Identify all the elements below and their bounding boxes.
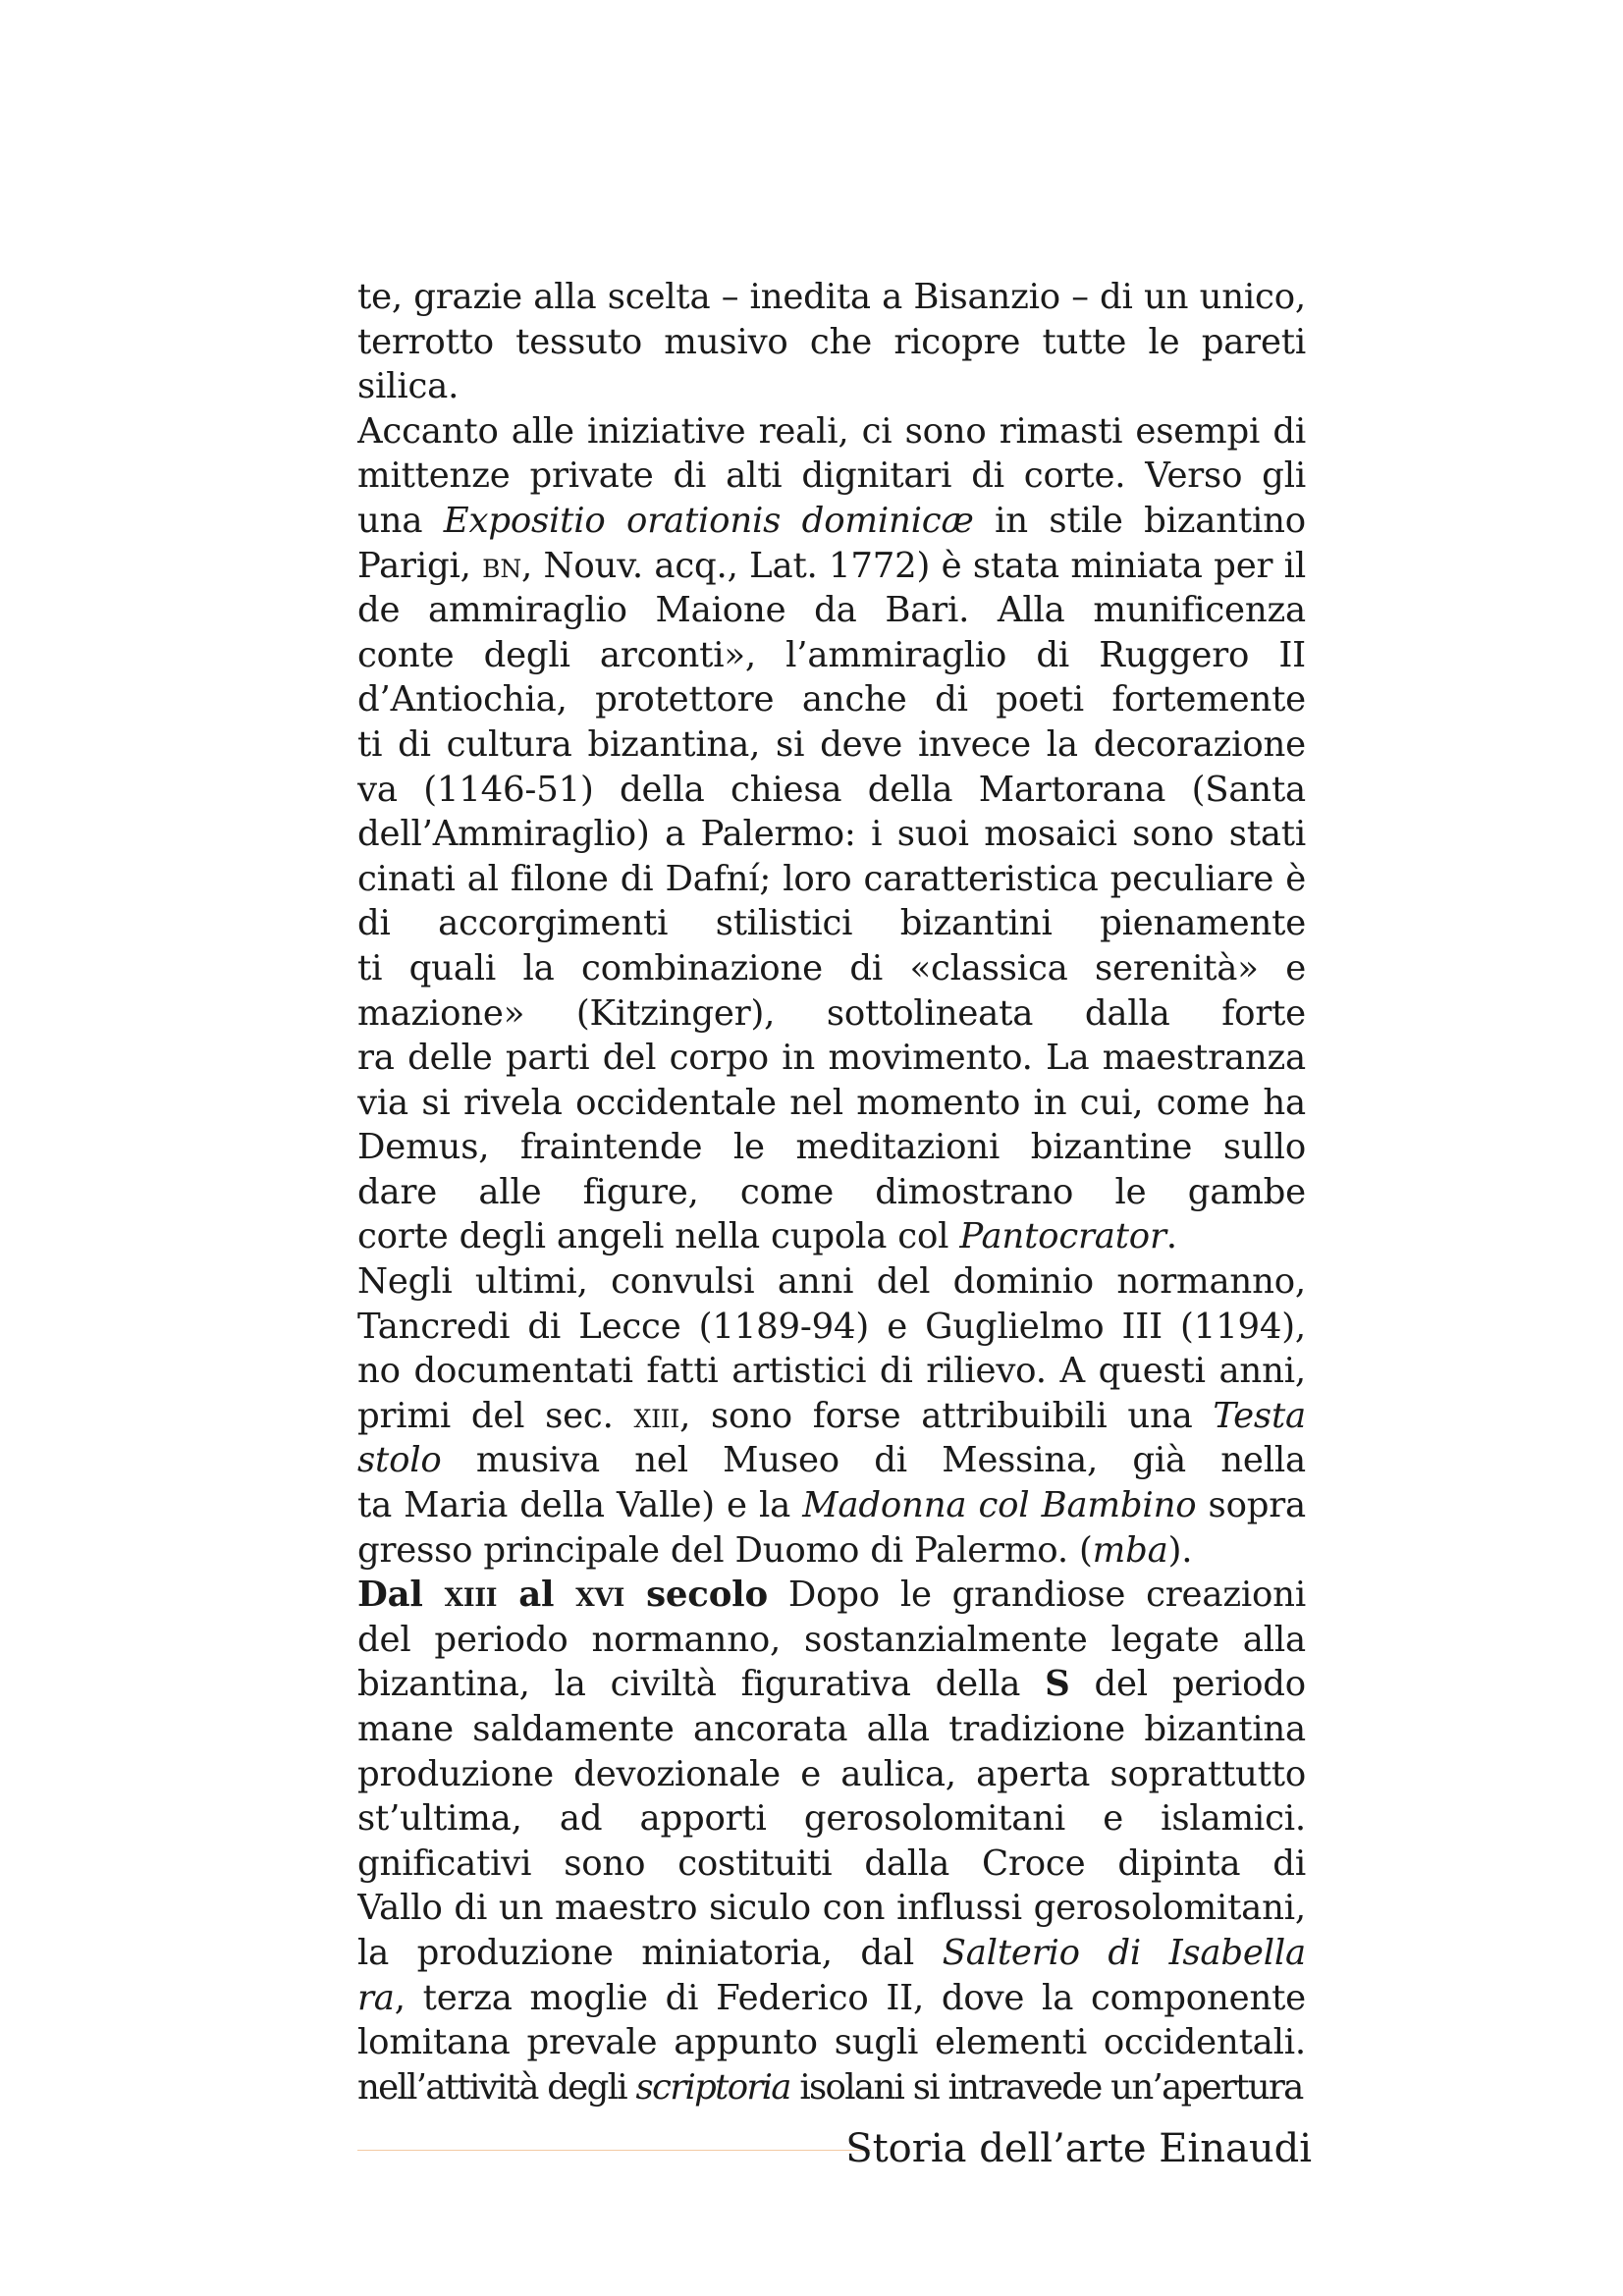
page-footer [357,2125,1312,2174]
text-segment: bn [482,545,522,586]
text-line [357,409,1306,454]
text-line [357,1483,1306,1528]
paragraph [357,1573,1306,2109]
text-segment: va (1146-51) della chiesa della Martorana (Santa [357,769,1306,810]
text-line [357,1842,1306,1887]
text-line [357,1976,1306,2021]
text-segment: Parigi, [357,545,483,586]
text-segment: di accorgimenti stilistici bizantini pienamente [357,903,1306,944]
text-segment: mane saldamente ancorata alla tradizione bizantina [357,1709,1306,1749]
text-segment: , sono forse attribuibili una [679,1395,1214,1436]
text-line [357,1707,1306,1752]
text-line [357,1528,1306,1574]
text-line [357,454,1306,499]
text-segment: via si rivela occidentale nel momento in cui, come ha [357,1082,1306,1123]
text-segment: stolo [357,1440,442,1481]
text-segment: dell’Ammiraglio) a Palermo: i suoi mosaici sono stati [357,814,1306,855]
text-segment: lomitana prevale appunto sugli elementi occidentali. [357,2022,1306,2063]
text-line [357,275,1306,320]
text-segment: ra delle parti del corpo in movimento. La maestranza [357,1038,1306,1079]
text-line [357,499,1306,544]
text-segment: xvi [575,1575,625,1616]
body-text [357,275,1306,2109]
text-segment: Testa [1213,1395,1306,1436]
text-segment: no documentati fatti artistici di rilievo. A questi anni, [357,1351,1306,1392]
text-segment: secolo [624,1575,768,1616]
text-segment: , Nouv. acq., Lat. 1772) è stata miniata per il [521,545,1306,586]
text-segment: sopra [1208,1485,1306,1526]
text-line [357,1305,1306,1350]
text-segment: Negli ultimi, convulsi anni del dominio normanno, [357,1261,1306,1303]
text-line [357,1752,1306,1797]
text-line [357,1125,1306,1170]
text-segment: scriptoria [635,2066,790,2108]
text-line [357,2065,1306,2110]
footer-rule [357,2150,871,2151]
text-segment: dare alle figure, come dimostrano le gambe [357,1171,1306,1212]
text-segment: . [1165,1216,1177,1257]
text-segment: Demus, fraintende le meditazioni bizantine sullo [357,1127,1306,1168]
text-segment: del periodo [1094,1664,1306,1705]
text-segment: silica. [357,366,460,407]
text-segment: S [1045,1664,1070,1705]
text-line [357,544,1306,589]
text-line [357,1438,1306,1483]
text-segment: al [497,1575,576,1616]
paragraph [357,1259,1306,1573]
text-segment: Madonna col Bambino [802,1485,1197,1526]
footer-title: Storia dell’arte Einaudi [845,2126,1312,2171]
text-line [357,1662,1306,1707]
text-segment: mba [1092,1529,1168,1571]
text-line [357,1573,1306,1618]
text-segment: la produzione miniatoria, dal [357,1932,943,1973]
text-line [357,1170,1306,1215]
text-segment: Dal [357,1575,445,1616]
text-segment: mittenze private di alti dignitari di corte. Verso gli [357,455,1306,497]
text-segment: in stile bizantino [995,500,1306,541]
text-segment: produzione devozionale e aulica, aperta soprattutto [357,1753,1306,1794]
text-line [357,364,1306,409]
text-line [357,946,1306,991]
text-segment: xiii [444,1575,498,1616]
text-line [357,857,1306,902]
text-line [357,1081,1306,1126]
text-segment: del periodo normanno, sostanzialmente legate alla [357,1619,1306,1660]
text-segment: Salterio di Isabella [942,1932,1306,1973]
text-segment: musiva nel Museo di Messina, già nella [475,1440,1306,1481]
text-line [357,588,1306,633]
text-segment: ti quali la combinazione di «classica serenità» e [357,947,1306,988]
text-line [357,768,1306,813]
text-segment: d’Antiochia, protettore anche di poeti fortemente [357,679,1306,721]
text-line [357,1618,1306,1663]
text-line [357,901,1306,946]
text-line [357,2020,1306,2065]
text-segment: corte degli angeli nella cupola col [357,1216,960,1257]
text-segment: ). [1167,1529,1193,1571]
text-line [357,991,1306,1037]
text-segment: gresso principale del Duomo di Palermo. ( [357,1529,1093,1571]
text-line [357,633,1306,678]
text-segment: ti di cultura bizantina, si deve invece la decorazione [357,723,1306,765]
text-segment: Expositio orationis dominicæ [443,500,974,541]
text-line [357,812,1306,857]
text-segment: Accanto alle iniziative reali, ci sono rimasti esempi di [357,410,1306,452]
text-segment: ra [357,1977,395,2018]
text-segment: una [357,500,444,541]
paragraph [357,409,1306,1259]
text-line [357,722,1306,768]
text-segment: st’ultima, ad apporti gerosolomitani e islamici. [357,1798,1306,1840]
text-line [357,1796,1306,1842]
text-segment: conte degli arconti», l’ammiraglio di Ruggero II [357,634,1306,675]
text-segment: de ammiraglio Maione da Bari. Alla munificenza [357,590,1306,631]
text-segment: isolani si intravede un’apertura [789,2066,1303,2108]
text-line [357,1214,1306,1259]
paragraph [357,275,1306,409]
text-segment: terrotto tessuto musivo che ricopre tutte le pareti [357,321,1306,362]
text-line [357,1886,1306,1931]
text-line [357,1259,1306,1305]
text-line [357,1349,1306,1394]
text-segment: ta Maria della Valle) e la [357,1485,803,1526]
text-segment: Vallo di un maestro siculo con influssi gerosolomitani, [357,1888,1306,1929]
text-segment: bizantina, la civiltà figurativa della [357,1664,1046,1705]
text-segment: nell’attività degli [357,2066,636,2108]
text-segment: Tancredi di Lecce (1189-94) e Guglielmo III (1194), [357,1306,1306,1347]
text-segment: Pantocrator [959,1216,1166,1257]
text-segment: primi del sec. [357,1395,634,1436]
text-segment: mazione» (Kitzinger), sottolineata dalla forte [357,992,1306,1034]
text-segment: te, grazie alla scelta – inedita a Bisanzio – di un unico, [357,277,1306,317]
text-line [357,320,1306,365]
text-line [357,677,1306,722]
text-segment: gnificativi sono costituiti dalla Croce dipinta di [357,1842,1306,1884]
text-line [357,1931,1306,1976]
text-line [357,1394,1306,1439]
text-line [357,1036,1306,1081]
text-segment: Dopo le grandiose creazioni [787,1575,1306,1616]
text-segment: cinati al filone di Dafní; loro caratteristica peculiare è [357,858,1306,899]
text-segment: , terza moglie di Federico II, dove la componente [394,1977,1306,2018]
text-segment: xiii [633,1395,680,1436]
